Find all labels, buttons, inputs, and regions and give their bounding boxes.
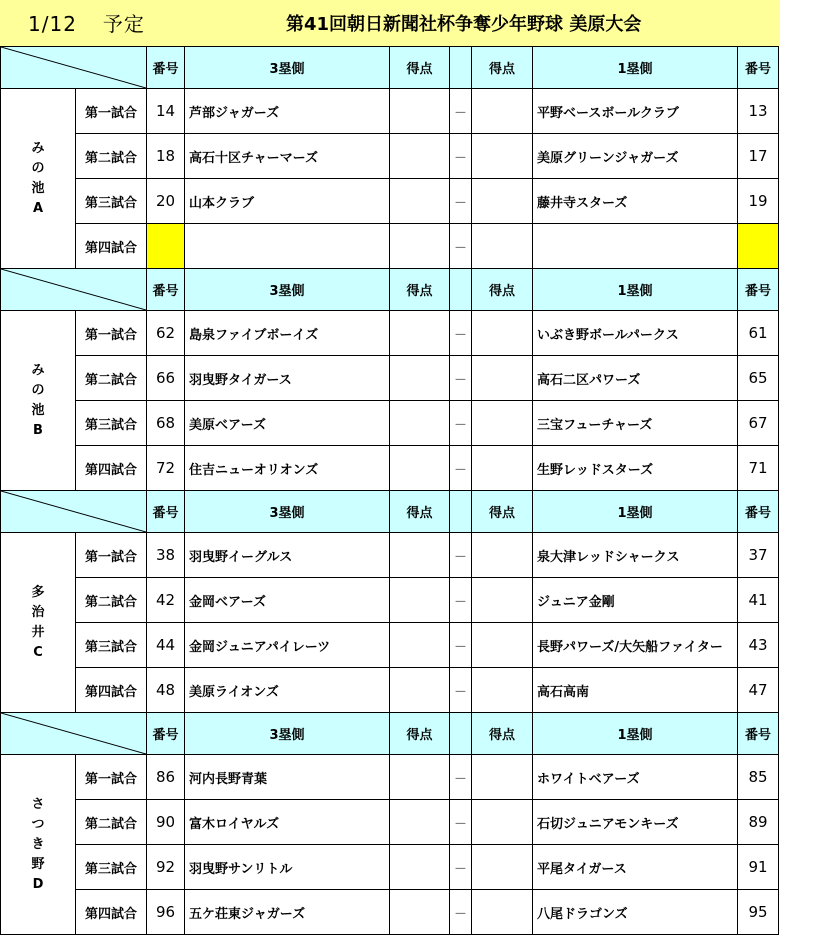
score3-cell (390, 755, 450, 800)
game-row (1, 755, 779, 800)
score1-cell (472, 845, 533, 890)
header-side1: 1塁側 (533, 47, 738, 89)
score3-cell (390, 134, 450, 179)
team3-number: 44 (147, 623, 185, 668)
team3-number: 62 (147, 311, 185, 356)
score-dash: － (450, 134, 472, 179)
team1-number: 37 (738, 533, 779, 578)
score1-cell (472, 578, 533, 623)
team1-number (738, 224, 779, 269)
score1-cell (472, 800, 533, 845)
header-side1: 1塁側 (533, 491, 738, 533)
header-row (1, 269, 779, 311)
venue-char: き (31, 836, 45, 852)
team3-number: 92 (147, 845, 185, 890)
header-num: 番号 (147, 491, 185, 533)
score3-cell (390, 224, 450, 269)
team1-number: 43 (738, 623, 779, 668)
game-label: 第一試合 (76, 311, 147, 356)
game-label: 第四試合 (76, 890, 147, 935)
game-row (1, 890, 779, 935)
game-row (1, 578, 779, 623)
venue-char: D (32, 876, 44, 892)
team1-number: 91 (738, 845, 779, 890)
header-row (1, 491, 779, 533)
score3-cell (390, 533, 450, 578)
team1-number: 85 (738, 755, 779, 800)
score3-cell (390, 89, 450, 134)
team3-name: 富木ロイヤルズ (185, 800, 390, 845)
game-label: 第三試合 (76, 623, 147, 668)
header-diagonal-cell (1, 713, 147, 755)
header-num: 番号 (738, 47, 779, 89)
venue-cell (1, 89, 76, 269)
header-num: 番号 (738, 713, 779, 755)
score1-cell (472, 356, 533, 401)
team1-name: 石切ジュニアモンキーズ (533, 800, 738, 845)
score-dash: － (450, 755, 472, 800)
game-row (1, 401, 779, 446)
team1-number: 95 (738, 890, 779, 935)
team1-name: いぶき野ボールパークス (533, 311, 738, 356)
team3-number: 14 (147, 89, 185, 134)
score3-cell (390, 890, 450, 935)
game-row (1, 311, 779, 356)
venue-char: み (31, 362, 45, 378)
header-side1: 1塁側 (533, 269, 738, 311)
header-side3: 3塁側 (185, 491, 390, 533)
team1-number: 19 (738, 179, 779, 224)
score-dash: － (450, 401, 472, 446)
venue-char: 池 (31, 180, 45, 196)
header-num: 番号 (147, 47, 185, 89)
game-label: 第三試合 (76, 845, 147, 890)
game-label: 第一試合 (76, 755, 147, 800)
venue-cell (1, 755, 76, 935)
team1-number: 13 (738, 89, 779, 134)
header-row (1, 47, 779, 89)
venue-char: A (32, 200, 44, 216)
team1-number: 17 (738, 134, 779, 179)
team3-number: 90 (147, 800, 185, 845)
score-dash: － (450, 533, 472, 578)
tournament-title: 第41回朝日新聞社杯争奪少年野球 美原大会 (286, 14, 642, 35)
team3-name: 羽曳野サンリトル (185, 845, 390, 890)
game-row (1, 800, 779, 845)
score3-cell (390, 578, 450, 623)
score3-cell (390, 401, 450, 446)
score-dash: － (450, 356, 472, 401)
venue-char: B (33, 422, 43, 438)
header-side3: 3塁側 (185, 713, 390, 755)
team1-name: 三宝フューチャーズ (533, 401, 738, 446)
game-label: 第二試合 (76, 134, 147, 179)
team3-name: 住吉ニューオリオンズ (185, 446, 390, 491)
score3-cell (390, 179, 450, 224)
venue-char: 野 (31, 856, 45, 872)
header-diagonal-cell (1, 491, 147, 533)
game-row (1, 845, 779, 890)
score-dash: － (450, 845, 472, 890)
venue-char: 治 (31, 604, 45, 620)
score-dash: － (450, 890, 472, 935)
score-dash: － (450, 623, 472, 668)
team1-name: 高石高南 (533, 668, 738, 713)
score-dash: － (450, 446, 472, 491)
score1-cell (472, 755, 533, 800)
venue-char: つ (31, 816, 45, 832)
header-blank (450, 47, 472, 89)
team1-name: ジュニア金剛 (533, 578, 738, 623)
team3-number: 86 (147, 755, 185, 800)
team1-number: 67 (738, 401, 779, 446)
team3-name: 島泉ファイブボーイズ (185, 311, 390, 356)
game-label: 第三試合 (76, 401, 147, 446)
team1-name: 美原グリーンジャガーズ (533, 134, 738, 179)
venue-char: 池 (31, 402, 45, 418)
team3-number: 66 (147, 356, 185, 401)
venue-char: の (31, 160, 45, 176)
game-label: 第四試合 (76, 668, 147, 713)
team3-name: 羽曳野イーグルス (185, 533, 390, 578)
header-score: 得点 (390, 491, 450, 533)
venue-char: さ (31, 796, 45, 812)
venue-char: の (31, 382, 45, 398)
team3-name: 羽曳野タイガース (185, 356, 390, 401)
team3-name: 五ケ荘東ジャガーズ (185, 890, 390, 935)
game-row (1, 446, 779, 491)
game-row (1, 134, 779, 179)
team1-name: 平野ベースボールクラブ (533, 89, 738, 134)
team1-name: 八尾ドラゴンズ (533, 890, 738, 935)
header-side3: 3塁側 (185, 269, 390, 311)
title-bar (0, 0, 780, 46)
game-row (1, 224, 779, 269)
team1-name: ホワイトベアーズ (533, 755, 738, 800)
game-row (1, 668, 779, 713)
team3-name: 高石十区チャーマーズ (185, 134, 390, 179)
header-side1: 1塁側 (533, 713, 738, 755)
score-dash: － (450, 311, 472, 356)
game-label: 第三試合 (76, 179, 147, 224)
team3-number: 42 (147, 578, 185, 623)
date-heading: 1/12 予定 (28, 12, 145, 36)
score1-cell (472, 623, 533, 668)
game-label: 第一試合 (76, 533, 147, 578)
header-score: 得点 (390, 269, 450, 311)
header-diagonal-cell (1, 47, 147, 89)
team3-name: 美原ベアーズ (185, 401, 390, 446)
team1-name: 平尾タイガース (533, 845, 738, 890)
header-score: 得点 (472, 491, 533, 533)
score-dash: － (450, 224, 472, 269)
team3-number: 18 (147, 134, 185, 179)
team3-number: 20 (147, 179, 185, 224)
score3-cell (390, 800, 450, 845)
score1-cell (472, 224, 533, 269)
score3-cell (390, 623, 450, 668)
diagonal-line (1, 47, 146, 88)
diagonal-line (1, 269, 146, 310)
score-dash: － (450, 578, 472, 623)
score3-cell (390, 668, 450, 713)
team3-number: 96 (147, 890, 185, 935)
header-score: 得点 (472, 47, 533, 89)
team1-number: 41 (738, 578, 779, 623)
score-dash: － (450, 668, 472, 713)
score1-cell (472, 311, 533, 356)
game-row (1, 89, 779, 134)
score-dash: － (450, 179, 472, 224)
game-row (1, 623, 779, 668)
diagonal-line (1, 713, 146, 754)
game-label: 第四試合 (76, 224, 147, 269)
team1-number: 47 (738, 668, 779, 713)
score-dash: － (450, 89, 472, 134)
team1-number: 89 (738, 800, 779, 845)
score1-cell (472, 668, 533, 713)
team3-number: 72 (147, 446, 185, 491)
game-row (1, 356, 779, 401)
header-blank (450, 269, 472, 311)
diagonal-line (1, 491, 146, 532)
header-row (1, 713, 779, 755)
game-label: 第二試合 (76, 356, 147, 401)
header-num: 番号 (147, 269, 185, 311)
venue-char: み (31, 140, 45, 156)
score3-cell (390, 356, 450, 401)
header-num: 番号 (738, 269, 779, 311)
score1-cell (472, 89, 533, 134)
team3-number: 38 (147, 533, 185, 578)
score3-cell (390, 446, 450, 491)
team3-number: 48 (147, 668, 185, 713)
team3-name: 金岡ジュニアパイレーツ (185, 623, 390, 668)
header-score: 得点 (472, 269, 533, 311)
venue-cell (1, 533, 76, 713)
header-num: 番号 (147, 713, 185, 755)
team3-number: 68 (147, 401, 185, 446)
venue-char: 多 (31, 584, 45, 600)
team1-name (533, 224, 738, 269)
game-label: 第二試合 (76, 578, 147, 623)
team3-name: 山本クラブ (185, 179, 390, 224)
score-dash: － (450, 800, 472, 845)
score1-cell (472, 890, 533, 935)
team3-name: 河内長野青葉 (185, 755, 390, 800)
header-score: 得点 (390, 713, 450, 755)
header-diagonal-cell (1, 269, 147, 311)
game-label: 第二試合 (76, 800, 147, 845)
schedule-table (0, 46, 779, 935)
team1-name: 高石二区パワーズ (533, 356, 738, 401)
team3-number (147, 224, 185, 269)
header-score: 得点 (390, 47, 450, 89)
score1-cell (472, 446, 533, 491)
venue-char: C (33, 644, 43, 660)
score1-cell (472, 134, 533, 179)
score1-cell (472, 401, 533, 446)
team3-name: 美原ライオンズ (185, 668, 390, 713)
game-row (1, 533, 779, 578)
game-label: 第四試合 (76, 446, 147, 491)
team1-name: 藤井寺スターズ (533, 179, 738, 224)
header-side3: 3塁側 (185, 47, 390, 89)
game-row (1, 179, 779, 224)
score1-cell (472, 533, 533, 578)
header-blank (450, 713, 472, 755)
team1-number: 61 (738, 311, 779, 356)
team1-number: 65 (738, 356, 779, 401)
venue-cell (1, 311, 76, 491)
team1-name: 長野パワーズ/大矢船ファイター (533, 623, 738, 668)
header-score: 得点 (472, 713, 533, 755)
header-num: 番号 (738, 491, 779, 533)
team1-number: 71 (738, 446, 779, 491)
team3-name (185, 224, 390, 269)
header-blank (450, 491, 472, 533)
game-label: 第一試合 (76, 89, 147, 134)
score1-cell (472, 179, 533, 224)
score3-cell (390, 311, 450, 356)
team1-name: 生野レッドスターズ (533, 446, 738, 491)
team3-name: 金岡ベアーズ (185, 578, 390, 623)
team1-name: 泉大津レッドシャークス (533, 533, 738, 578)
score3-cell (390, 845, 450, 890)
venue-char: 井 (31, 624, 45, 640)
team3-name: 芦部ジャガーズ (185, 89, 390, 134)
